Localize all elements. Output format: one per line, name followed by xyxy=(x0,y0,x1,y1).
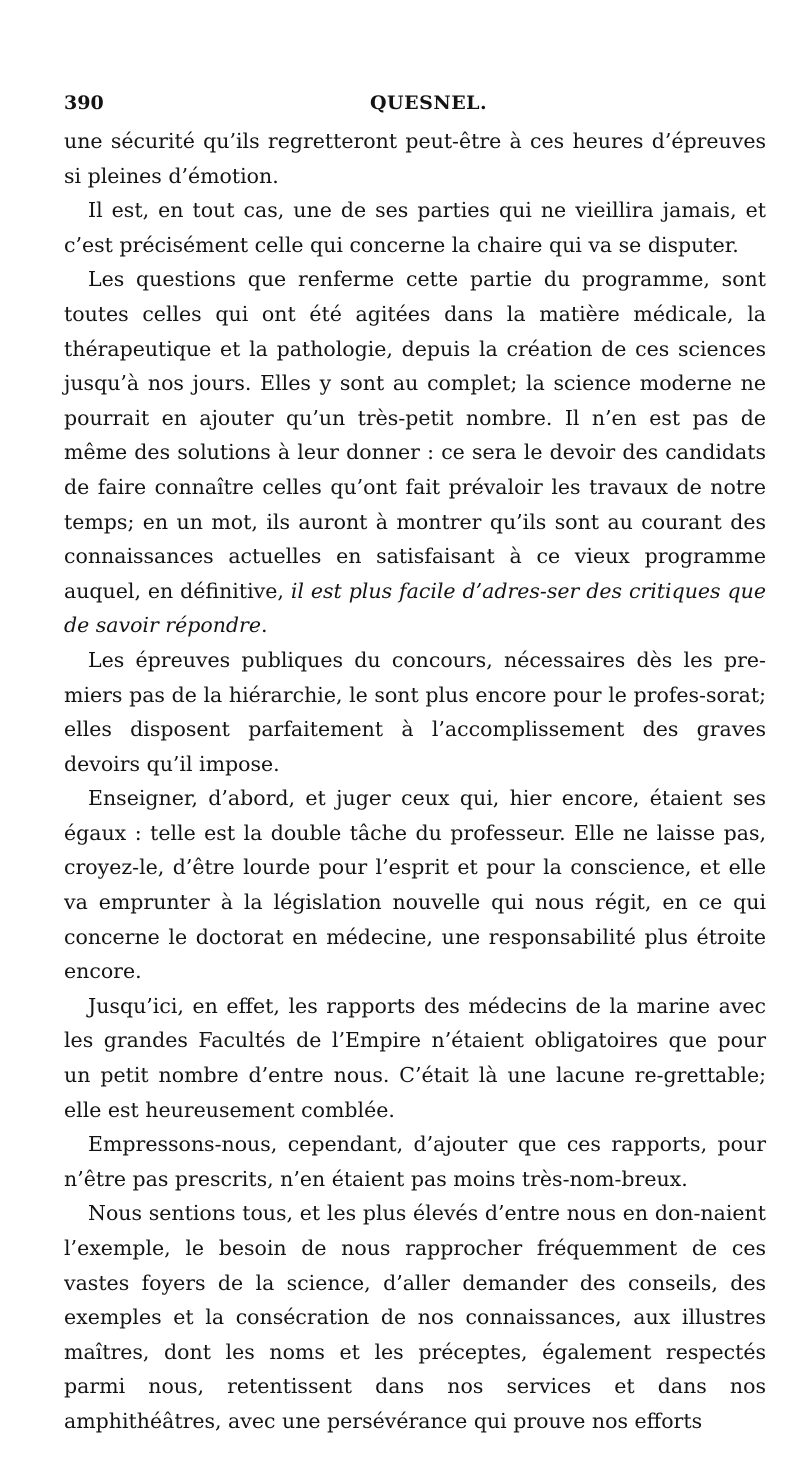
paragraph-3 xyxy=(64,262,766,643)
paragraph-1 xyxy=(64,124,766,193)
running-head xyxy=(64,88,766,118)
paragraph-text: Enseigner, d’abord, et juger ceux qui, hier encore, étaient ses égaux : telle est la double tâche du professeur. Elle ne laisse pas, croyez-le, d’être lourde pour l’esprit et pour la conscience, et elle va emprunter à la législation nouvelle qui nous régit, en ce qui concerne le doctorat en médecine, une responsabilité plus étroite encore. xyxy=(64,786,766,984)
paragraph-text: une sécurité qu’ils regretteront peut-être à ces heures d’épreuves si pleines d’émotion. xyxy=(64,129,766,188)
body-text xyxy=(64,124,766,1439)
paragraph-text: Empressons-nous, cependant, d’ajouter que ces rapports, pour n’être pas prescrits, n’en étaient pas moins très-nom-breux. xyxy=(64,1132,766,1191)
paragraph-8 xyxy=(64,1196,766,1438)
paragraph-text: Nous sentions tous, et les plus élevés d’entre nous en don-naient l’exemple, le besoin de nous rapprocher fréquemment de ces vastes foyers de la science, d’aller demander des conseils, des exemples et la consécration de nos connaissances, aux illustres maîtres, dont les noms et les préceptes, également respectés parmi nous, retentissent dans nos services et dans nos amphithéâtres, avec une persévérance qui prouve nos efforts xyxy=(64,1201,766,1433)
paragraph-4 xyxy=(64,643,766,781)
paragraph-2 xyxy=(64,193,766,262)
italic-phrase: il est plus facile d’adres-ser des critiques que de savoir répondre xyxy=(64,578,766,638)
paragraph-5 xyxy=(64,781,766,989)
paragraph-7 xyxy=(64,1127,766,1196)
paragraph-text: Il est, en tout cas, une de ses parties qui ne vieillira jamais, et c’est précisément celle qui concerne la chaire qui va se disputer. xyxy=(64,198,766,257)
paragraph-6 xyxy=(64,989,766,1127)
paragraph-text-end: . xyxy=(260,613,268,638)
paragraph-text: Les questions que renferme cette partie du programme, sont toutes celles qui ont été agitées dans la matière médicale, la thérapeutique et la pathologie, depuis la création de ces sciences jusqu’à nos jours. Elles y sont au complet; la science moderne ne pourrait en ajouter qu’un très-petit nombre. Il n’en est pas de même des solutions à leur donner : ce sera le devoir des candidats de faire connaître celles qu’ont fait prévaloir les travaux de notre temps; en un mot, ils auront à montrer qu’ils sont au courant des connaissances actuelles en satisfaisant à ce vieux programme auquel, en définitive, xyxy=(64,267,766,603)
paragraph-text: Jusqu’ici, en effet, les rapports des médecins de la marine avec les grandes Facultés de l’Empire n’étaient obligatoires que pour un petit nombre d’entre nous. C’était là une lacune re-grettable; elle est heureusement comblée. xyxy=(64,993,766,1122)
paragraph-text: Les épreuves publiques du concours, nécessaires dès les pre-miers pas de la hiérarchie, le sont plus encore pour le profes-sorat; elles disposent parfaitement à l’accomplissement des graves devoirs qu’il impose. xyxy=(64,647,766,776)
running-head-title: QUESNEL. xyxy=(370,92,488,114)
page-number: 390 xyxy=(64,92,104,114)
